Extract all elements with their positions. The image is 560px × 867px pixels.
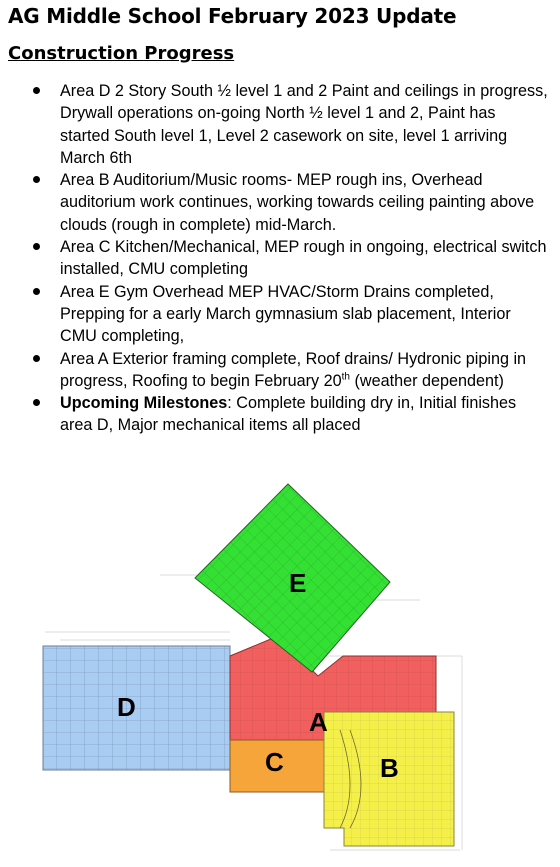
list-item (0, 392, 548, 437)
list-item (0, 236, 548, 281)
area-label-a: A (309, 707, 328, 737)
section-heading: Construction Progress (8, 43, 235, 64)
ordinal-suffix: th (341, 371, 350, 383)
area-label-e: E (289, 568, 307, 598)
area-label-b: B (380, 753, 399, 783)
progress-list (0, 80, 548, 437)
list-item (0, 169, 548, 236)
bullet-icon (33, 176, 40, 183)
list-item (0, 348, 548, 393)
area-d (43, 646, 230, 770)
bullet-icon (33, 288, 40, 295)
bullet-icon (33, 355, 40, 362)
milestones-label: Upcoming Milestones (60, 394, 228, 413)
area-label-c: C (265, 747, 284, 777)
bullet-icon (33, 399, 40, 406)
bullet-icon (33, 87, 40, 94)
area-label-d: D (117, 692, 136, 722)
site-plan (40, 478, 520, 858)
list-item (0, 281, 548, 348)
list-item-text: Area B Auditorium/Music rooms- MEP rough ins, Overhead auditorium work continues, working towards ceiling painting above clouds (rough in complete) mid-March. (60, 171, 535, 234)
list-item-text: Area C Kitchen/Mechanical, MEP rough in ongoing, electrical switch installed, CMU completing (60, 238, 547, 279)
list-item-text: Area A Exterior framing complete, Roof drains/ Hydronic piping in progress, Roofing to begin February 20 (60, 349, 527, 390)
page-title: AG Middle School February 2023 Update (8, 4, 457, 28)
list-item (0, 80, 548, 169)
bullet-icon (33, 243, 40, 250)
list-item-text: Area D 2 Story South ½ level 1 and 2 Paint and ceilings in progress, Drywall operations on-going North ½ level 1 and 2, Paint has started South level 1, Level 2 casework on site, level 1 arriving March 6th (60, 82, 548, 167)
list-item-text: : Complete building dry in, Initial finishes area D, Major mechanical items all placed (60, 394, 517, 435)
list-item-text: Area E Gym Overhead MEP HVAC/Storm Drains completed, Prepping for a early March gymnasium slab placement, Interior CMU completing, (60, 282, 511, 346)
list-item-text-tail: (weather dependent) (350, 371, 504, 390)
